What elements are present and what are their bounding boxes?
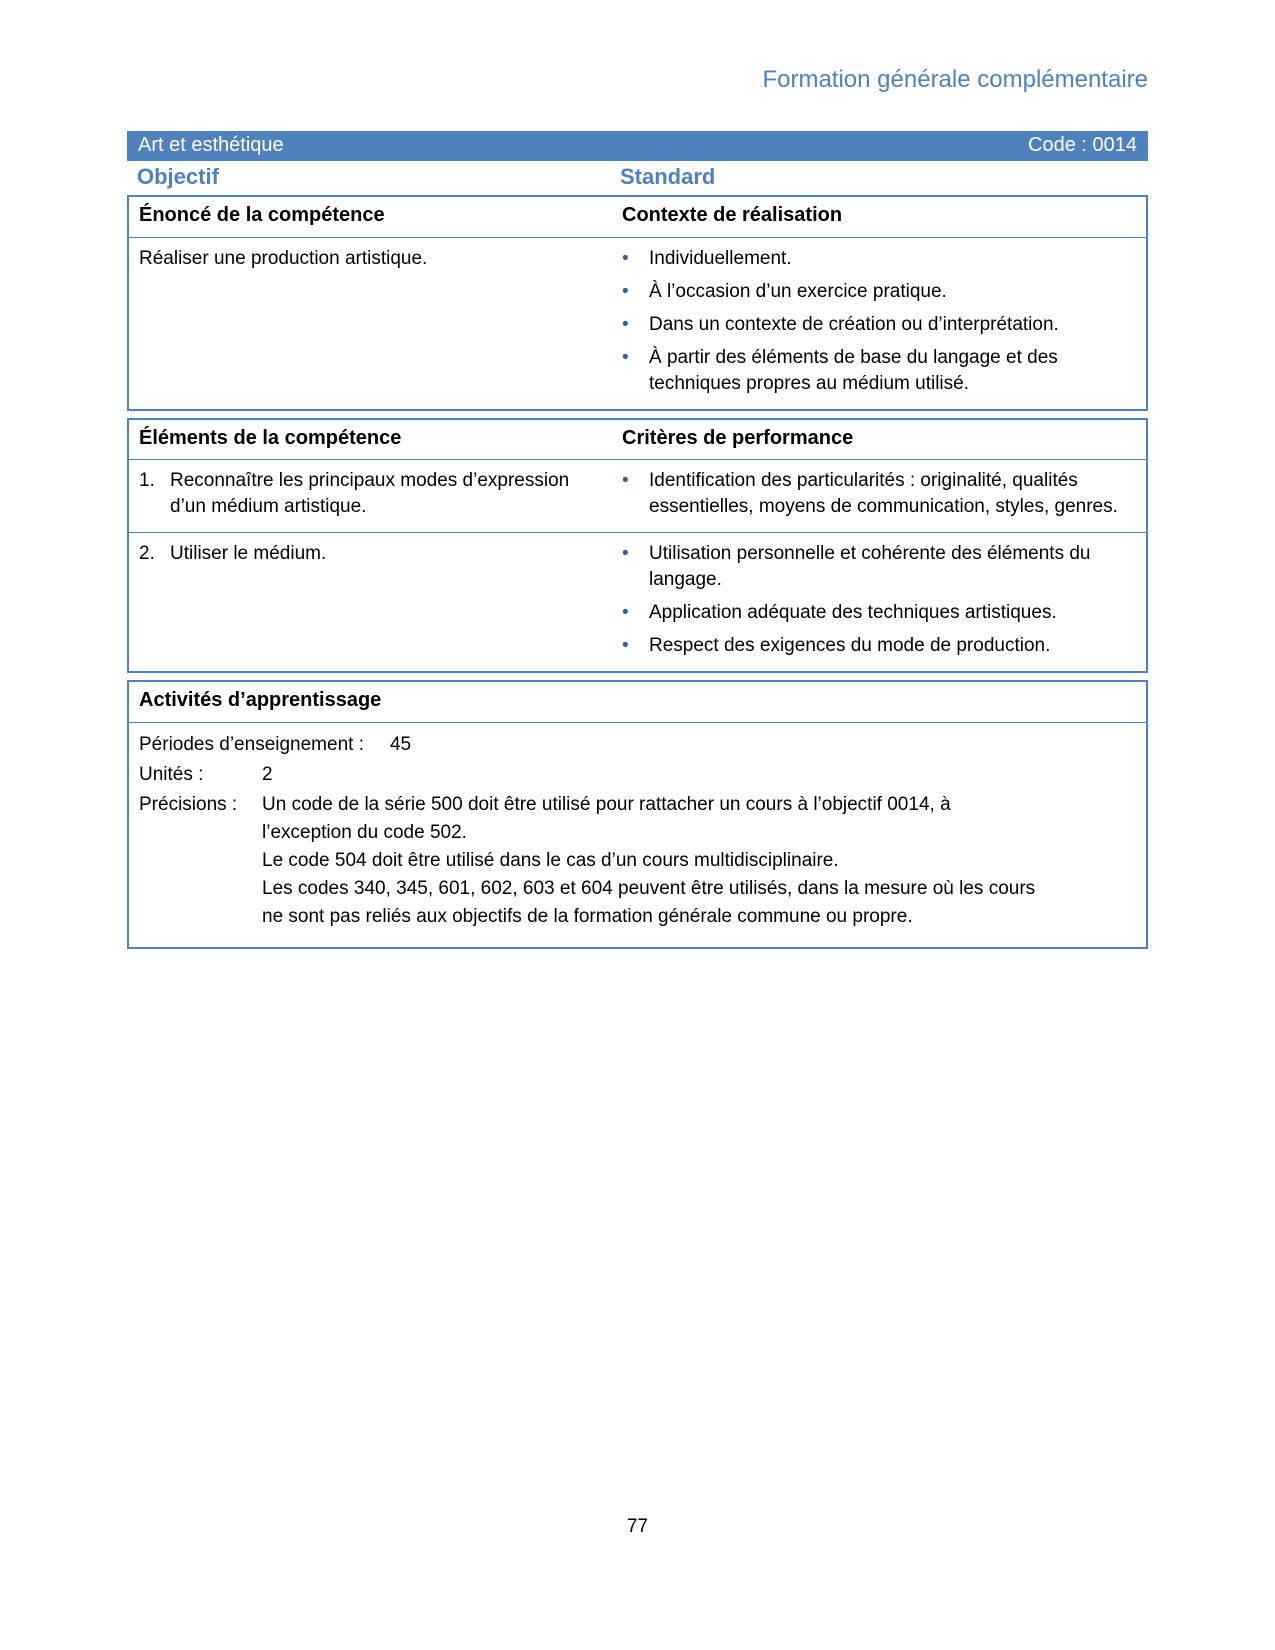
banner-code: Code : 0014 xyxy=(1028,134,1137,156)
item-text: Utiliser le médium. xyxy=(170,543,327,565)
title-objectif: Objectif xyxy=(137,164,219,189)
list-item xyxy=(622,541,1134,593)
activities-units-row xyxy=(139,761,1136,789)
running-header: Formation générale complémentaire xyxy=(762,66,1148,93)
periods-label: Périodes d’enseignement : xyxy=(139,733,364,755)
list-item xyxy=(622,246,1134,272)
competence-left-header: Énoncé de la compétence xyxy=(139,204,385,227)
competence-table-body xyxy=(129,238,1146,409)
banner-title: Art et esthétique xyxy=(138,134,284,156)
numbered-item xyxy=(139,468,594,520)
precisions-line: Le code 504 doit être utilisé dans le cas d’un cours multidisciplinaire. xyxy=(262,849,839,871)
precisions-text xyxy=(262,791,1035,931)
units-value: 2 xyxy=(262,763,273,785)
spacer xyxy=(364,731,390,759)
activities-periods-row xyxy=(139,731,1136,759)
precisions-label: Précisions : xyxy=(139,793,238,815)
list-item xyxy=(622,600,1134,626)
item-number: 2. xyxy=(139,543,155,565)
bullet-icon: • xyxy=(622,346,629,368)
bullet-icon: • xyxy=(622,280,629,302)
list-item-text: À partir des éléments de base du langage et des techniques propres au médium utilisé. xyxy=(649,346,1058,394)
bullet-icon: • xyxy=(622,635,629,657)
context-bullet-list xyxy=(622,246,1134,397)
item-number: 1. xyxy=(139,470,155,492)
list-item-text: Identification des particularités : originalité, qualités essentielles, moyens de communication, styles, genres. xyxy=(649,470,1118,518)
competence-table xyxy=(127,195,1148,410)
criteria-bullet-list xyxy=(622,468,1134,520)
list-item xyxy=(622,468,1134,520)
activities-header: Activités d’apprentissage xyxy=(129,682,1146,722)
units-label: Unités : xyxy=(139,763,204,785)
list-item-text: Individuellement. xyxy=(649,247,792,269)
element-item xyxy=(139,468,622,520)
list-item-text: Respect des exigences du mode de production. xyxy=(649,635,1051,657)
table-row xyxy=(129,460,1146,533)
list-item-text: Application adéquate des techniques artistiques. xyxy=(649,602,1057,624)
elements-table xyxy=(127,418,1148,673)
list-item-text: À l’occasion d’un exercice pratique. xyxy=(649,280,947,302)
list-item-text: Dans un contexte de création ou d’interprétation. xyxy=(649,313,1059,335)
numbered-item xyxy=(139,541,594,567)
competence-table-header xyxy=(129,197,1146,237)
elements-left-header: Éléments de la compétence xyxy=(139,426,402,449)
list-item xyxy=(622,345,1134,397)
competence-right-header: Contexte de réalisation xyxy=(622,204,843,227)
criteria-bullet-list xyxy=(622,541,1134,659)
column-titles xyxy=(127,161,1148,195)
item-text: Reconnaître les principaux modes d’expression d’un médium artistique. xyxy=(170,470,570,518)
precisions-line: Les codes 340, 345, 601, 602, 603 et 604 peuvent être utilisés, dans la mesure où les cours xyxy=(262,877,1036,899)
page-number: 77 xyxy=(626,1516,649,1537)
elements-table-header xyxy=(129,420,1146,460)
page-content xyxy=(127,131,1148,956)
periods-value: 45 xyxy=(389,733,412,755)
bullet-icon: • xyxy=(622,247,629,269)
precisions-line: ne sont pas reliés aux objectifs de la formation générale commune ou propre. xyxy=(262,905,913,927)
list-item xyxy=(622,633,1134,659)
bullet-icon: • xyxy=(622,543,629,565)
precisions-line: Un code de la série 500 doit être utilisé pour rattacher un cours à l’objectif 0014, à xyxy=(262,793,951,815)
competence-statement: Réaliser une production artistique. xyxy=(139,247,428,269)
elements-right-header: Critères de performance xyxy=(622,426,854,449)
bullet-icon: • xyxy=(622,602,629,624)
list-item xyxy=(622,279,1134,305)
precisions-line: l’exception du code 502. xyxy=(262,821,467,843)
bullet-icon: • xyxy=(622,313,629,335)
title-standard: Standard xyxy=(620,164,716,189)
activities-precisions-row xyxy=(139,791,1136,931)
activities-table xyxy=(127,680,1148,948)
table-row xyxy=(129,533,1146,671)
list-item xyxy=(622,312,1134,338)
list-item-text: Utilisation personnelle et cohérente des éléments du langage. xyxy=(649,543,1091,591)
element-item xyxy=(139,541,622,659)
bullet-icon: • xyxy=(622,470,629,492)
section-banner xyxy=(127,131,1148,161)
activities-body xyxy=(129,723,1146,947)
